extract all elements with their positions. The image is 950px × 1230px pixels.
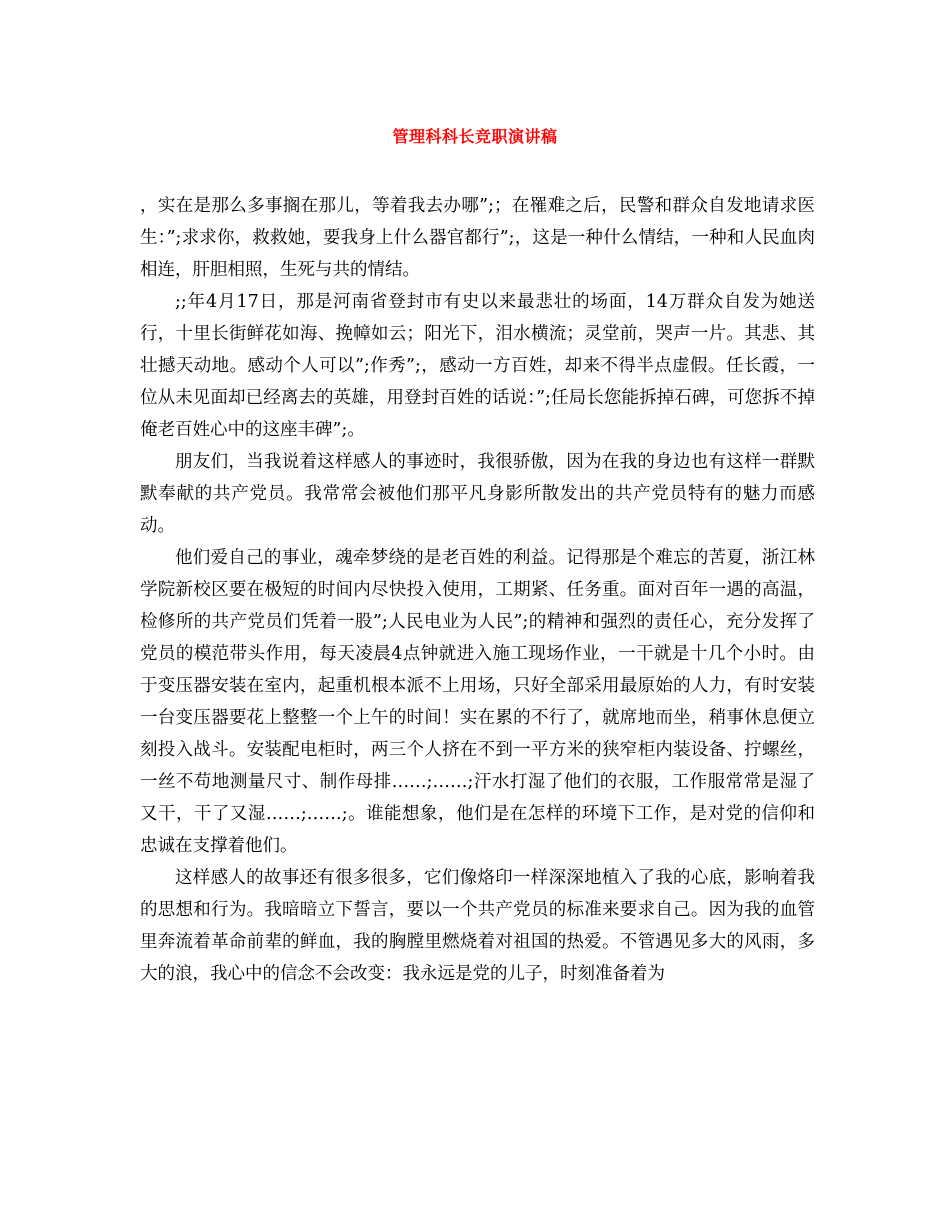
paragraph-2: ;;年4月17日，那是河南省登封市有史以来最悲壮的场面，14万群众自发为她送行，十里长街鲜花如海、挽幛如云；阳光下，泪水横流；灵堂前，哭声一片。其悲、其壮撼天动地。感动个人可以”;作秀”;，感动一方百姓，却来不得半点虚假。任长霞，一位从未见面却已经离去的英雄，用登封百姓的话说：”;任局长您能拆掉石碑，可您拆不掉俺老百姓心中的这座丰碑”;。 <box>140 292 815 440</box>
document-title: 管理科科长竞职演讲稿 <box>392 127 558 146</box>
paragraph-3: 朋友们，当我说着这样感人的事迹时，我很骄傲，因为在我的身边也有这样一群默默奉献的共产党员。我常常会被他们那平凡身影所散发出的共产党员特有的魅力而感动。 <box>140 452 815 536</box>
document-body <box>140 190 815 990</box>
paragraph-4: 他们爱自己的事业，魂牵梦绕的是老百姓的利益。记得那是个难忘的苦夏，浙江林学院新校区要在极短的时间内尽快投入使用，工期紧、任务重。面对百年一遇的高温，检修所的共产党员们凭着一股”;人民电业为人民”;的精神和强烈的责任心，充分发挥了党员的模范带头作用，每天凌晨4点钟就进入施工现场作业，一干就是十几个小时。由于变压器安装在室内，起重机根本派不上用场，只好全部采用最原始的人力，有时安装一台变压器要花上整整一个上午的时间！实在累的不行了，就席地而坐，稍事休息便立刻投入战斗。安装配电柜时，两三个人挤在不到一平方米的狭窄柜内装设备、拧螺丝，一丝不苟地测量尺寸、制作母排……;……;汗水打湿了他们的衣服，工作服常常是湿了又干，干了又湿……;……;。谁能想象，他们是在怎样的环境下工作，是对党的信仰和忠诚在支撑着他们。 <box>140 548 815 856</box>
paragraph-5: 这样感人的故事还有很多很多，它们像烙印一样深深地植入了我的心底，影响着我的思想和行为。我暗暗立下誓言，要以一个共产党员的标准来要求自己。因为我的血管里奔流着革命前辈的鲜血，我的胸膛里燃烧着对祖国的热爱。不管遇见多大的风雨，多大的浪，我心中的信念不会改变：我永远是党的儿子，时刻准备着为 <box>140 868 815 984</box>
paragraph-1: ，实在是那么多事搁在那儿，等着我去办哪”;；在罹难之后，民警和群众自发地请求医生：”;求求你，救救她，要我身上什么器官都行”;，这是一种什么情结，一种和人民血肉相连，肝胆相照，生死与共的情结。 <box>140 196 815 280</box>
